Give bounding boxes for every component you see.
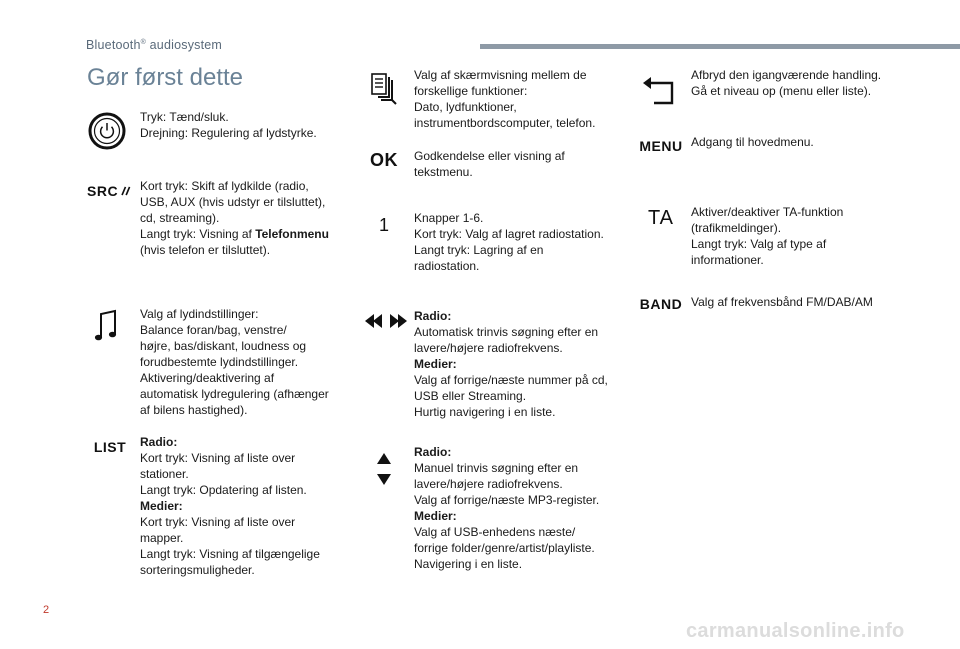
page-title: Gør først dette [87,64,244,91]
section-title: Bluetooth® audiosystem [86,38,223,52]
watermark: carmanualsonline.info [686,620,905,642]
menu-description: Adgang til hovedmenu. [691,135,814,149]
ok-button-icon: OK [370,149,398,170]
src-description: Kort tryk: Skift af lydkilde (radio, USB, AUX (hvis udstyr er tilsluttet), cd, streaming). Langt tryk: Visning af Telefonmenu (hvis telefon er tilsluttet). [140,179,329,257]
seek-arrows-icon [364,312,408,330]
list-description: Radio: Kort tryk: Visning af liste over stationer. Langt tryk: Opdatering af listen. Medier: Kort tryk: Visning af liste over mapper. Langt tryk: Visning af tilgængelige sorteringsmuligheder. [140,435,320,577]
preset-description: Knapper 1-6. Kort tryk: Valg af lagret radiostation. Langt tryk: Lagring af en radiostation. [414,211,604,273]
up-down-arrows-icon [376,452,392,486]
ok-description: Godkendelse eller visning af tekstmenu. [414,149,565,179]
power-description: Tryk: Tænd/sluk. Drejning: Regulering af lydstyrke. [140,110,317,140]
ta-button-icon: TA [647,206,675,229]
src-phone-icon: SRC [87,181,131,201]
music-note-icon [94,308,118,344]
ta-description: Aktiver/deaktiver TA-funktion (trafikmeldinger). Langt tryk: Valg af type af informationer. [691,205,844,267]
list-button-icon: LIST [93,439,127,455]
back-description: Afbryd den igangværende handling. Gå et niveau op (menu eller liste). [691,68,882,98]
page-number: 2 [43,604,50,616]
display-selection-icon [370,71,398,105]
header-bar [480,44,960,49]
sound-description: Valg af lydindstillinger: Balance foran/bag, venstre/ højre, bas/diskant, loudness og forudbestemte lydindstillinger. Aktivering/deaktivering af automatisk lydregulering (afhænger af bilens hastighed). [140,307,329,417]
band-button-icon: BAND [639,296,683,312]
seek-description: Radio: Automatisk trinvis søgning efter en lavere/højere radiofrekvens. Medier: Valg af forrige/næste nummer på cd, USB eller Streaming. Hurtig navigering i en liste. [414,309,608,419]
preset-button-icon: 1 [378,214,389,235]
menu-button-icon: MENU [639,138,683,154]
display-description: Valg af skærmvisning mellem de forskellige funktioner: Dato, lydfunktioner, instrumentbordscomputer, telefon. [414,68,596,130]
back-arrow-icon [642,76,678,108]
power-knob-icon [88,112,126,150]
band-description: Valg af frekvensbånd FM/DAB/AM [691,295,873,309]
updown-description: Radio: Manuel trinvis søgning efter en lavere/højere radiofrekvens. Valg af forrige/næste MP3-register. Medier: Valg af USB-enhedens næste/ forrige folder/genre/artist/playliste. Navigering i en liste. [414,445,600,571]
